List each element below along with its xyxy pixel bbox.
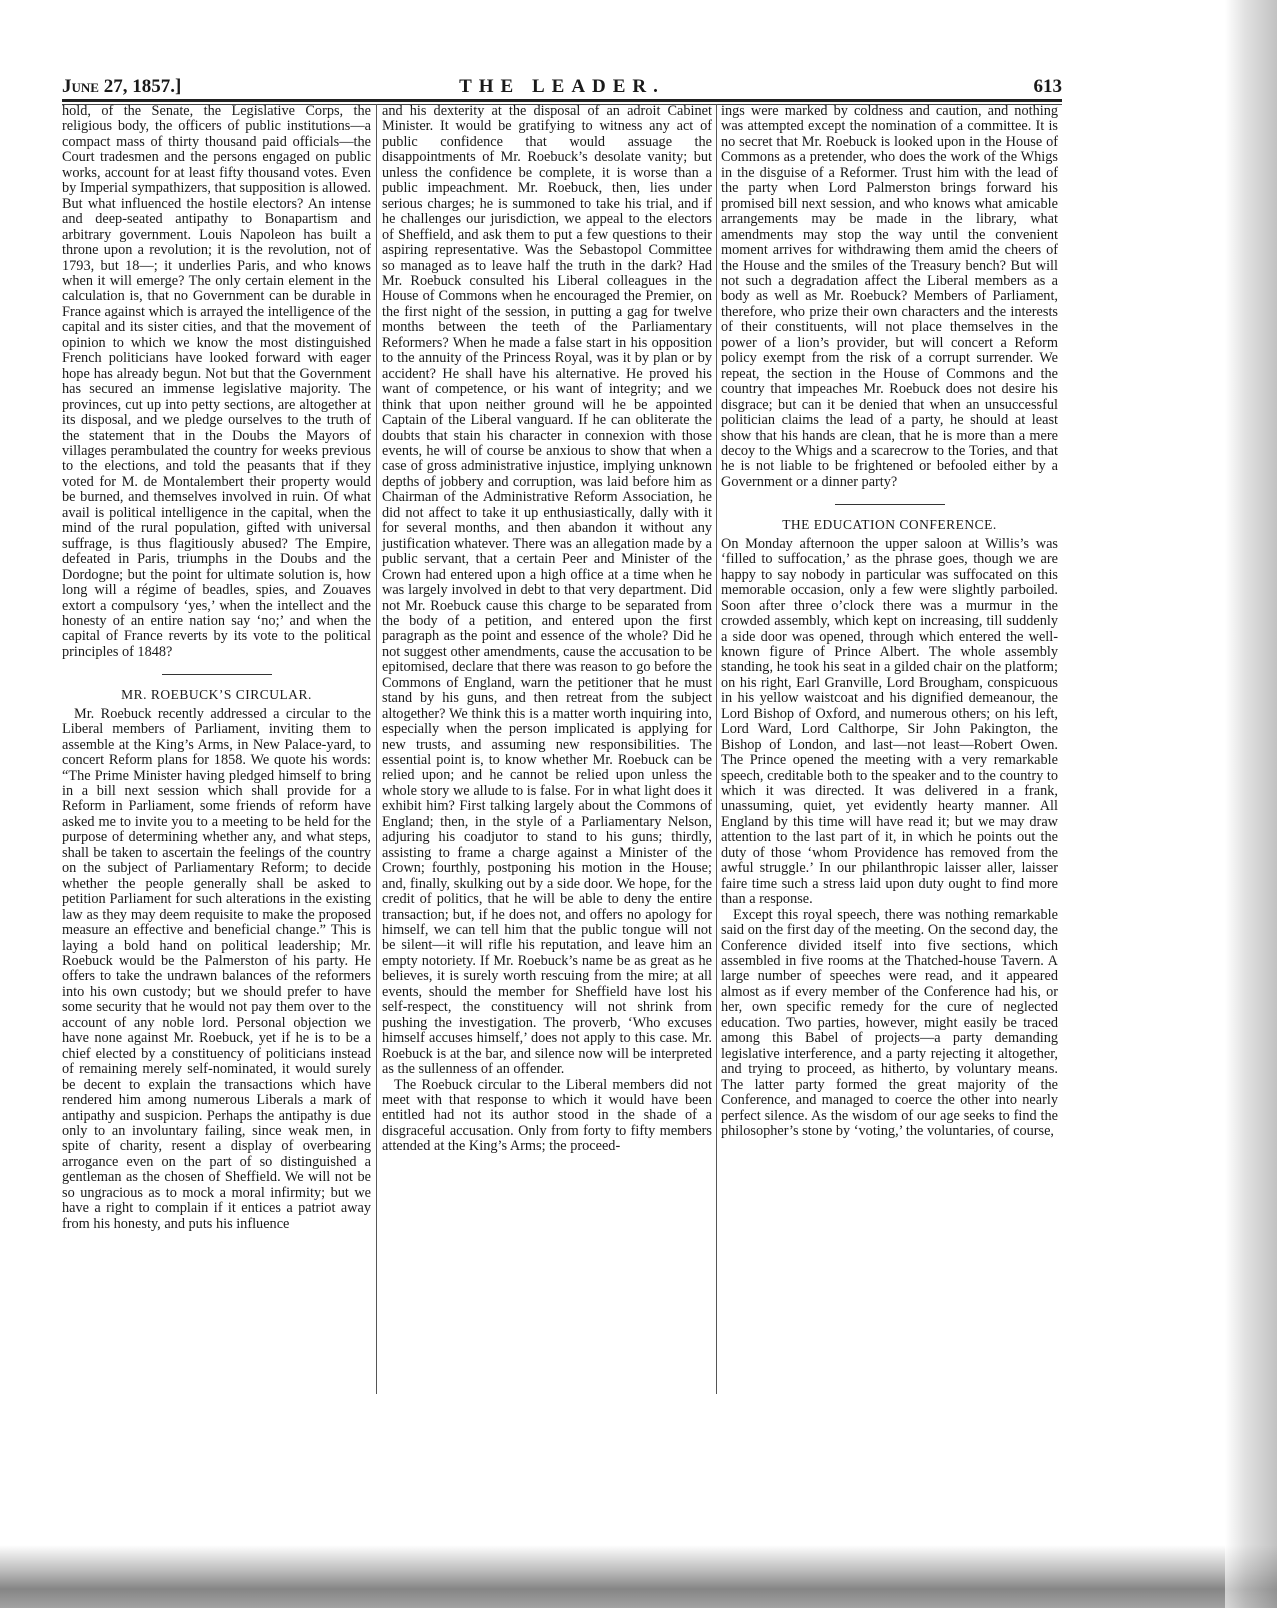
paragraph: ings were marked by coldness and caution, and nothing was attempted except the nomination of a committee. It is no secret that Mr. Roebuck is looked upon in the House of Commons as a pretender, who does the work of the Whigs in the disguise of a Reformer. Trust him with the lead of the party when Lord Palmerston brings forward his promised bill next session, and who knows what amicable arrangements may be made in the library, what amendments may stop the way until the convenient moment arrives for withdrawing them amid the cheers of the House and the smiles of the Treasury bench? But will not such a degradation affect the Liberal members as a body as well as Mr. Roebuck? Members of Parliament, therefore, who prize their own characters and the interests of their constituents, will not place themselves in the power of a lion’s provider, but will concert a Reform policy exempt from the risk of a corrupt surrender. We repeat, the section in the House of Commons and the country that impeaches Mr. Roebuck does not desire his disgrace; but can it be denied that when an unsuccessful politician claims the lead of a party, he should at least show that his hands are clean, that he is more than a mere decoy to the Whigs and a scarecrow to the Tories, and that he is not liable to be frightened or befooled either by a Government or a dinner party?: [721, 103, 1058, 490]
section-divider: [835, 504, 945, 505]
scan-binding-shadow: [1225, 0, 1277, 1608]
section-heading: THE EDUCATION CONFERENCE.: [782, 517, 997, 533]
paragraph: hold, of the Senate, the Legislative Corps, the religious body, the officers of public institutions—a compact mass of thirty thousand paid officials—the Court tradesmen and the persons engaged on public works, account for at least fifty thousand votes. Even by Imperial sympathizers, that supposition is allowed. But what influenced the hostile electors? An intense and deep-seated antipathy to Bonapartism and arbitrary government. Louis Napoleon has built a throne upon a revolution; it is the revolution, not of 1793, but 18—; it underlies Paris, and who knows when it will emerge? The only certain element in the calculation is, that no Government can be durable in France against which is arrayed the intelligence of the capital and its sister cities, and that the movement of opinion to which we know the most distinguished French politicians have looked forward with eager hope has already begun. Not but that the Government has secured an immense legislative majority. The provinces, cut up into petty sections, are altogether at its disposal, and we pledge ourselves to the truth of the statement that in the Doubs the Mayors of villages perambulated the country for weeks previous to the elections, and told the peasants that if they voted for M. de Montalembert their property would be burned, and themselves involved in ruin. Of what avail is political intelligence in the capital, when the mind of the rural population, gifted with universal suffrage, is thus flagitiously abused? The Empire, defeated in Paris, triumphs in the Doubs and the Dordogne; but the point for ultimate solution is, how long will a régime of beadles, spies, and Zouaves extort a compulsory ‘yes,’ when the intellect and the honesty of an entire nation say ‘no;’ and when the capital of France reverts by its vote to the political principles of 1848?: [62, 103, 371, 660]
paragraph: Except this royal speech, there was nothing remarkable said on the first day of the meeting. On the second day, the Conference divided itself into five sections, which assembled in five rooms at the Thatched-house Tavern. A large number of speeches were read, and it appeared almost as if every member of the Conference had his, or her, own specific remedy for the cure of neglected education. Two parties, however, might easily be traced among this Babel of projects—a party demanding legislative interference, and a party rejecting it altogether, and trying to proceed, as hitherto, by voluntary means. The latter party formed the great majority of the Conference, and managed to coerce the other into nearly perfect silence. As the wisdom of our age seeks to find the philosopher’s stone by ‘voting,’ the voluntaries, of course,: [721, 906, 1058, 1139]
paragraph: and his dexterity at the disposal of an adroit Cabinet Minister. It would be gratifying to witness any act of public confidence that would assuage the disappointments of Mr. Roebuck’s desolate vanity; but unless the confidence be complete, it is worse than a public impeachment. Mr. Roebuck, then, lies under serious charges; he is summoned to take his trial, and if he challenges our jurisdiction, we appeal to the electors of Sheffield, and ask them to put a few questions to their aspiring representative. Was the Sebastopol Committee so managed as to leave half the truth in the dark? Had Mr. Roebuck consulted his Liberal colleagues in the House of Commons when he encouraged the Premier, on the first night of the session, in putting a gag for twelve months between the teeth of the Parliamentary Reformers? When he made a false start in his opposition to the annuity of the Princess Royal, was it by plan or by accident? He shall have his alternative. He proved his want of competence, or his want of integrity; and we think that upon neither ground will he be appointed Captain of the Liberal vanguard. If he can obliterate the doubts that stain his character in connexion with those events, he will of course be anxious to show that when a case of gross administrative injustice, implying unknown depths of jobbery and corruption, was laid before him as Chairman of the Administrative Reform Association, he did not affect to take it up enthusiastically, dally with it for several months, and then abandon it without any justification whatever. There was an allegation made by a public servant, that a certain Peer and Minister of the Crown had entered upon a high office at a time when he was largely involved in debt to that very department. Did not Mr. Roebuck cause this charge to be separated from the body of a petition, and entered upon the first paragraph as the point and essence of the whole? Did he not suggest other amendments, cause the accusation to be epitomised, declare that there was reason to go before the Commons of England, warn the petitioner that he must stand by his guns, and then retreat from the subject altogether? We think this is a matter worth inquiring into, especially when the person implicated is applying for new trusts, and assuming new responsibilities. The essential point is, to know whether Mr. Roebuck can be relied upon; and he cannot be relied upon unless the whole story we allude to is false. For in what light does it exhibit him? First talking largely about the Commons of England; then, in the style of a Parliamentary Nelson, adjuring his coadjutor to stand to his guns; thirdly, assisting to frame a charge against a Minister of the Crown; fourthly, postponing his motion in the House; and, finally, skulking out by a side door. We hope, for the credit of politics, that he will be able to deny the entire transaction; but, if he does not, and offers no apology for himself, we can tell him that the public tongue will not be silent—it will rifle his reputation, and leave him an empty notoriety. If Mr. Roebuck’s name be as great as he believes, it is surely worth rescuing from the mire; at all events, should the member for Sheffield have lost his self-respect, the constituency will not shrink from pushing the investigation. The proverb, ‘Who excuses himself accuses himself,’ does not apply to this case. Mr. Roebuck is at the bar, and silence now will be interpreted as the sullenness of an offender.: [382, 103, 712, 1078]
section-heading: MR. ROEBUCK’S CIRCULAR.: [121, 687, 312, 703]
page-number: 613: [1033, 76, 1062, 97]
column-2: [382, 104, 712, 1155]
column-3: [721, 104, 1058, 1139]
column-divider: [376, 104, 377, 1394]
page-header: [62, 76, 1062, 98]
paragraph: The Roebuck circular to the Liberal members did not meet with that response to which it would have been entitled had not its author stood in the shade of a disgraceful accusation. Only from forty to fifty members attended at the King’s Arms; the proceed-: [382, 1076, 712, 1155]
paragraph: Mr. Roebuck recently addressed a circular to the Liberal members of Parliament, inviting them to assemble at the King’s Arms, in New Palace-yard, to concert Reform plans for 1858. We quote his words: “The Prime Minister having pledged himself to bring in a bill next session which shall provide for a Reform in Parliament, some friends of reform have asked me to invite you to a meeting to be held for the purpose of determining whether any, and what steps, shall be taken to ascertain the feelings of the country on the subject of Parliamentary Reform; to decide whether the people generally shall be asked to petition Parliament for such alterations in the existing law as they may deem requisite to make the proposed measure an effective and beneficial change.” This is laying a bold hand on political leadership; Mr. Roebuck would be the Palmerston of his party. He offers to take the undrawn balances of the reformers into his own custody; but we should prefer to have some security that he would not pay them over to the account of any noble lord. Personal objection we have none against Mr. Roebuck, yet if he is to be a chief elected by a constituency of politicians instead of remaining merely self-nominated, it would surely be decent to explain the transactions which have rendered him among numerous Liberals a mark of antipathy and suspicion. Perhaps the antipathy is due only to an involuntary failing, since weak men, in spite of charity, resent a display of overbearing arrogance even on the part of so distinguished a gentleman as the chosen of Sheffield. We will not be so ungracious as to mock a moral infirmity; but we have a right to complain if it entices a patriot away from his honesty, and puts his influence: [62, 705, 371, 1232]
section-divider: [162, 674, 272, 675]
column-1: [62, 104, 371, 1232]
paragraph: On Monday afternoon the upper saloon at Willis’s was ‘filled to suffocation,’ as the phrase goes, though we are happy to say nobody in particular was suffocated on this memorable occasion, only a few were slightly parboiled. Soon after three o’clock there was a murmur in the crowded assembly, which kept on increasing, till suddenly a side door was opened, through which entered the well-known figure of Prince Albert. The whole assembly standing, he took his seat in a gilded chair on the platform; on his right, Earl Granville, Lord Brougham, conspicuous in his yellow waistcoat and his dignified demeanour, the Lord Bishop of Oxford, and numerous others; on his left, Lord Ward, Lord Calthorpe, Sir John Pakington, the Bishop of London, and last—not least—Robert Owen. The Prince opened the meeting with a very remarkable speech, creditable both to the speaker and to the country to which it was directed. It was delivered in a frank, unassuming, quiet, yet evidently hearty manner. All England by this time will have read it; but we may draw attention to the last part of it, in which he points out the duty of those ‘whom Providence has removed from the awful struggle.’ In our philanthropic laisser aller, laisser faire time such a stress laid upon duty ought to find more than a response.: [721, 535, 1058, 908]
column-divider: [716, 104, 717, 1394]
newspaper-title: THE LEADER.: [459, 76, 665, 97]
header-rule: [62, 99, 1062, 102]
issue-date: June 27, 1857.]: [62, 76, 182, 97]
scan-edge-shadow: [0, 1545, 1277, 1608]
